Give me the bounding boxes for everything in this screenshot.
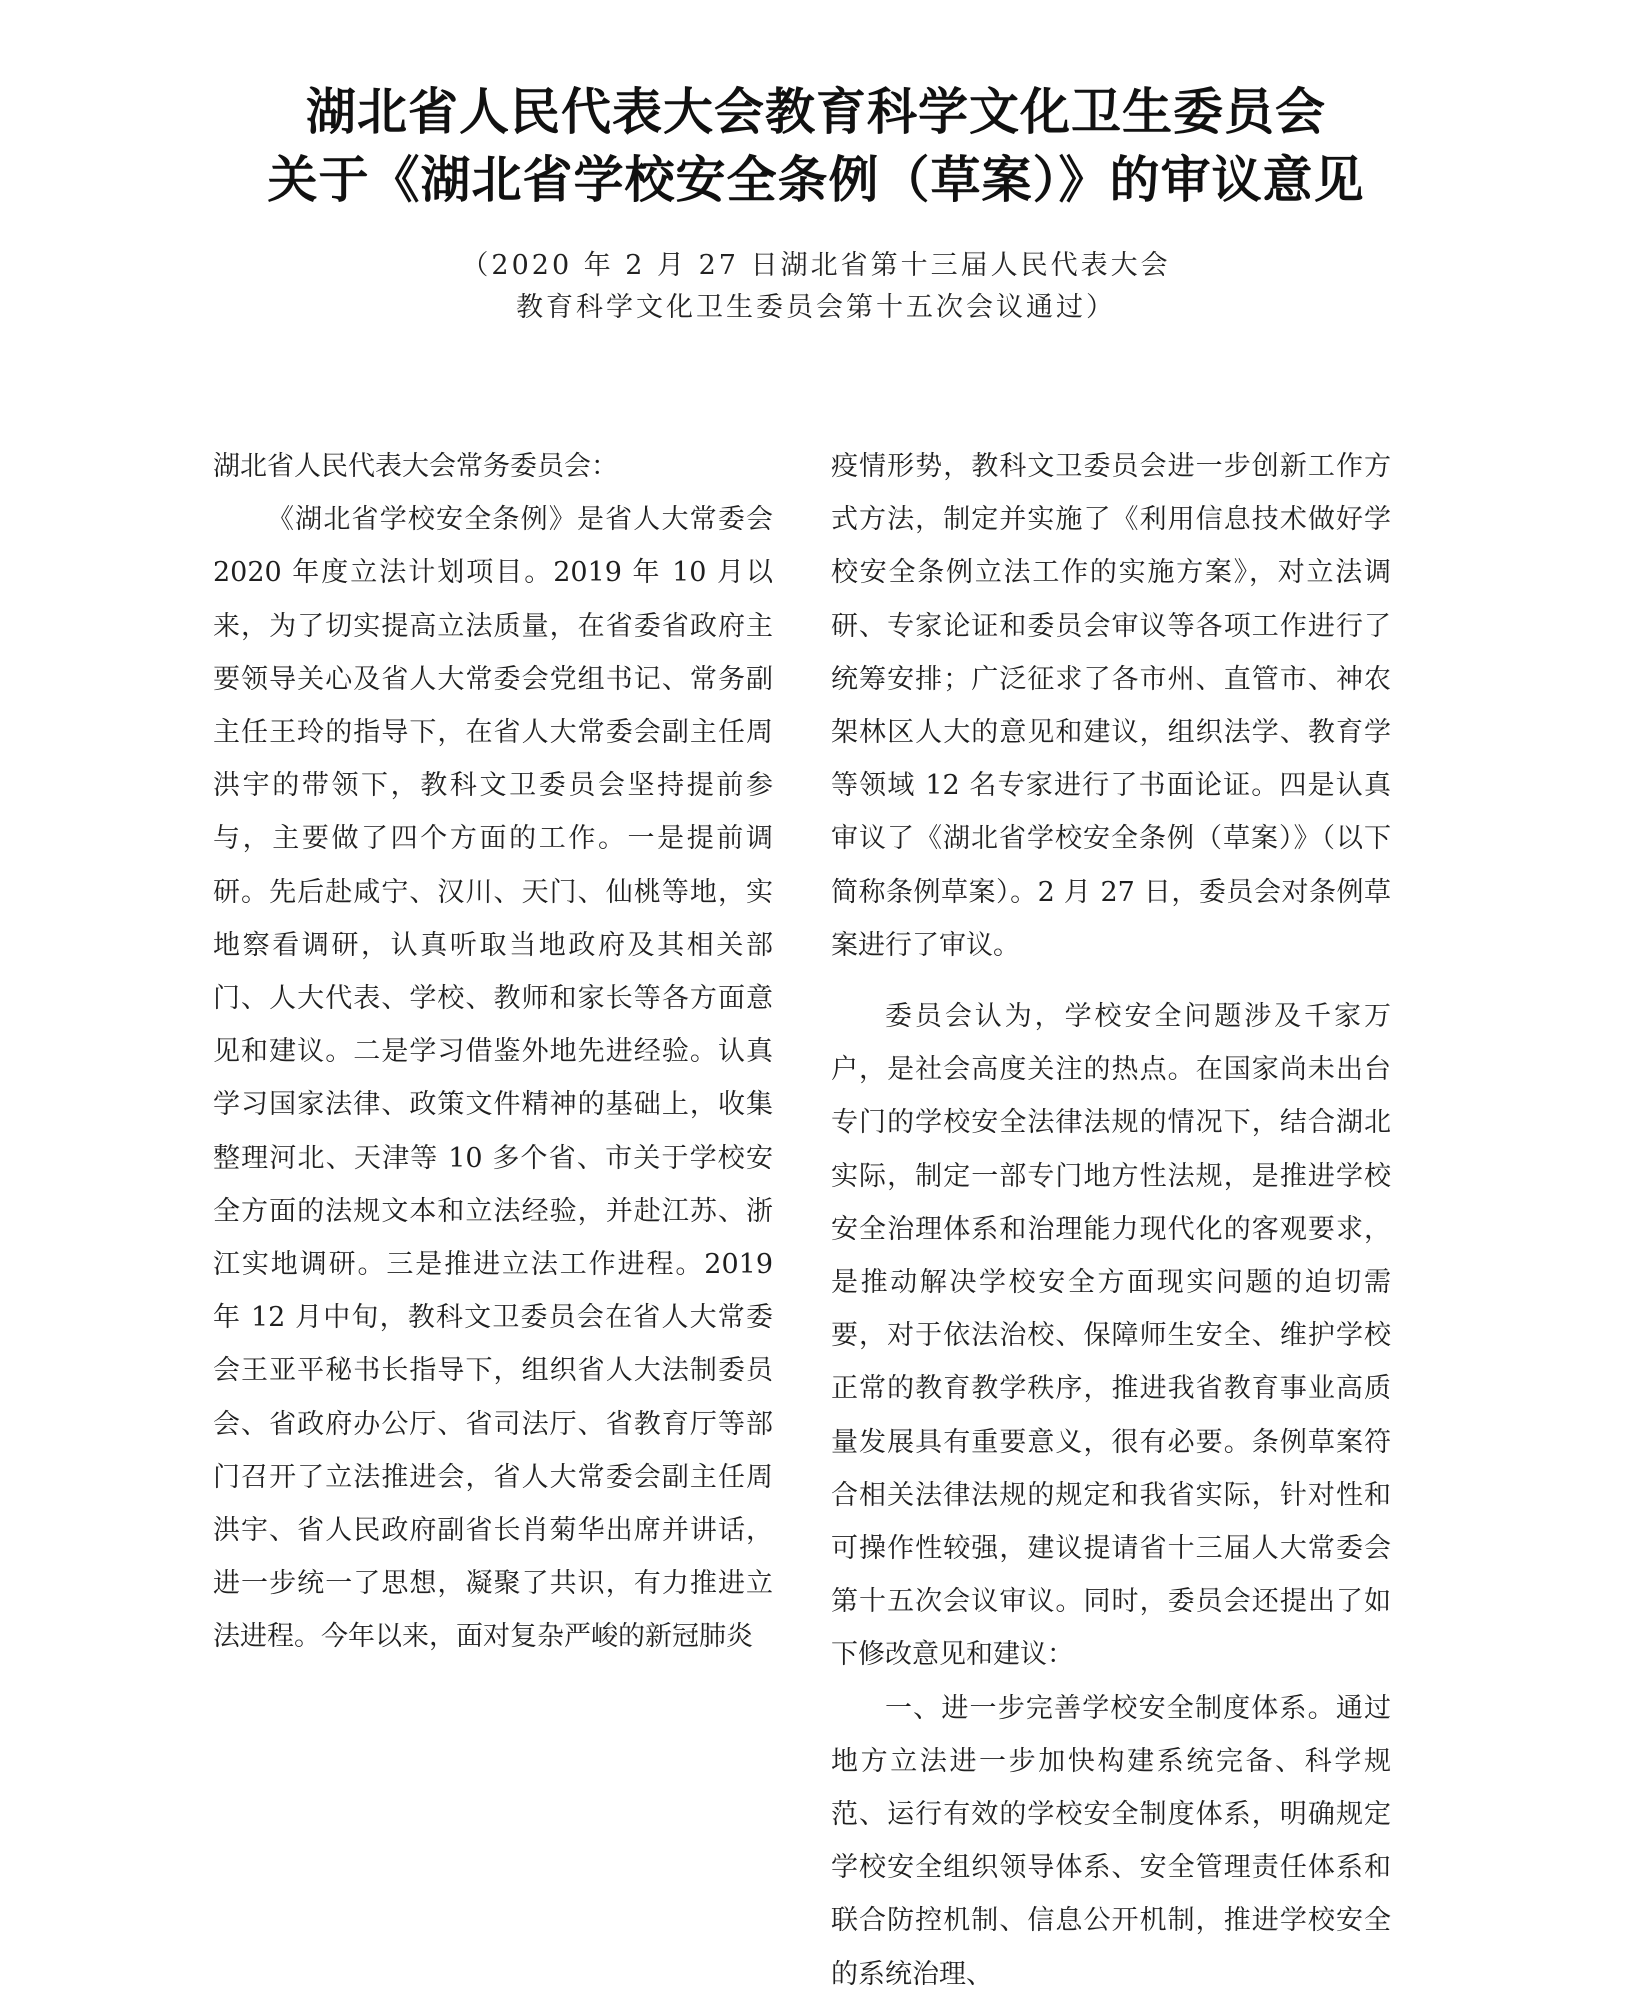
body-paragraph-1: 《湖北省学校安全条例》是省人大常委会 2020 年度立法计划项目。2019 年 10 月以来，为了切实提高立法质量，在省委省政府主要领导关心及省人大常委会党组书记、常务副主任王玲的指导下，在省人大常委会副主任周洪宇的带领下，教科文卫委员会坚持提前参与，主要做了四个方面的工作。一是提前调研。先后赴咸宁、汉川、天门、仙桃等地，实地察看调研，认真听取当地政府及其相关部门、人大代表、学校、教师和家长等各方面意见和建议。二是学习借鉴外地先进经验。认真学习国家法律、政策文件精神的基础上，收集整理河北、天津等 10 多个省、市关于学校安全方面的法规文本和立法经验，并赴江苏、浙江实地调研。三是推进立法工作进程。2019 年 12 月中旬，教科文卫委员会在省人大常委会王亚平秘书长指导下，组织省人大法制委员会、省政府办公厅、省司法厅、省教育厅等部门召开了立法推进会，省人大常委会副主任周洪宇、省人民政府副省长肖菊华出席并讲话，进一步统一了思想，凝聚了共识，有力推进立法进程。今年以来，面对复杂严峻的新冠肺炎: [213, 504, 773, 1653]
body-paragraph-1-continued: 疫情形势，教科文卫委员会进一步创新工作方式方法，制定并实施了《利用信息技术做好学校安全条例立法工作的实施方案》，对立法调研、专家论证和委员会审议等各项工作进行了统筹安排；广泛征求了各市州、直管市、神农架林区人大的意见和建议，组织法学、教育学等领域 12 名专家进行了书面论证。四是认真审议了《湖北省学校安全条例（草案）》（以下简称条例草案）。2 月 27 日，委员会对条例草案进行了审议。: [831, 451, 1391, 961]
title-line-1: 湖北省人民代表大会教育科学文化卫生委员会: [306, 83, 1326, 141]
left-column: [213, 440, 773, 1664]
salutation: 湖北省人民代表大会常务委员会：: [213, 451, 618, 482]
body-paragraph-3: 一、进一步完善学校安全制度体系。通过地方立法进一步加快构建系统完备、科学规范、运行有效的学校安全制度体系，明确规定学校安全组织领导体系、安全管理责任体系和联合防控机制、信息公开机制，推进学校安全的系统治理、: [831, 1692, 1391, 1990]
subtitle-line-1: （2020 年 2 月 27 日湖北省第十三届人民代表大会: [461, 250, 1171, 281]
body-paragraph-2: 委员会认为，学校安全问题涉及千家万户，是社会高度关注的热点。在国家尚未出台专门的学校安全法律法规的情况下，结合湖北实际，制定一部专门地方性法规，是推进学校安全治理体系和治理能力现代化的客观要求，是推动解决学校安全方面现实问题的迫切需要，对于依法治校、保障师生安全、维护学校正常的教育教学秩序，推进我省教育事业高质量发展具有重要意义，很有必要。条例草案符合相关法律法规的规定和我省实际，针对性和可操作性较强，建议提请省十三届人大常委会第十五次会议审议。同时，委员会还提出了如下修改意见和建议：: [831, 1001, 1391, 1671]
document-title: [0, 78, 1632, 214]
right-column: [831, 440, 1391, 2001]
subtitle-line-2: 教育科学文化卫生委员会第十五次会议通过）: [516, 292, 1116, 323]
title-line-2: 关于《湖北省学校安全条例（草案）》的审议意见: [267, 151, 1365, 209]
document-subtitle: [0, 245, 1632, 329]
